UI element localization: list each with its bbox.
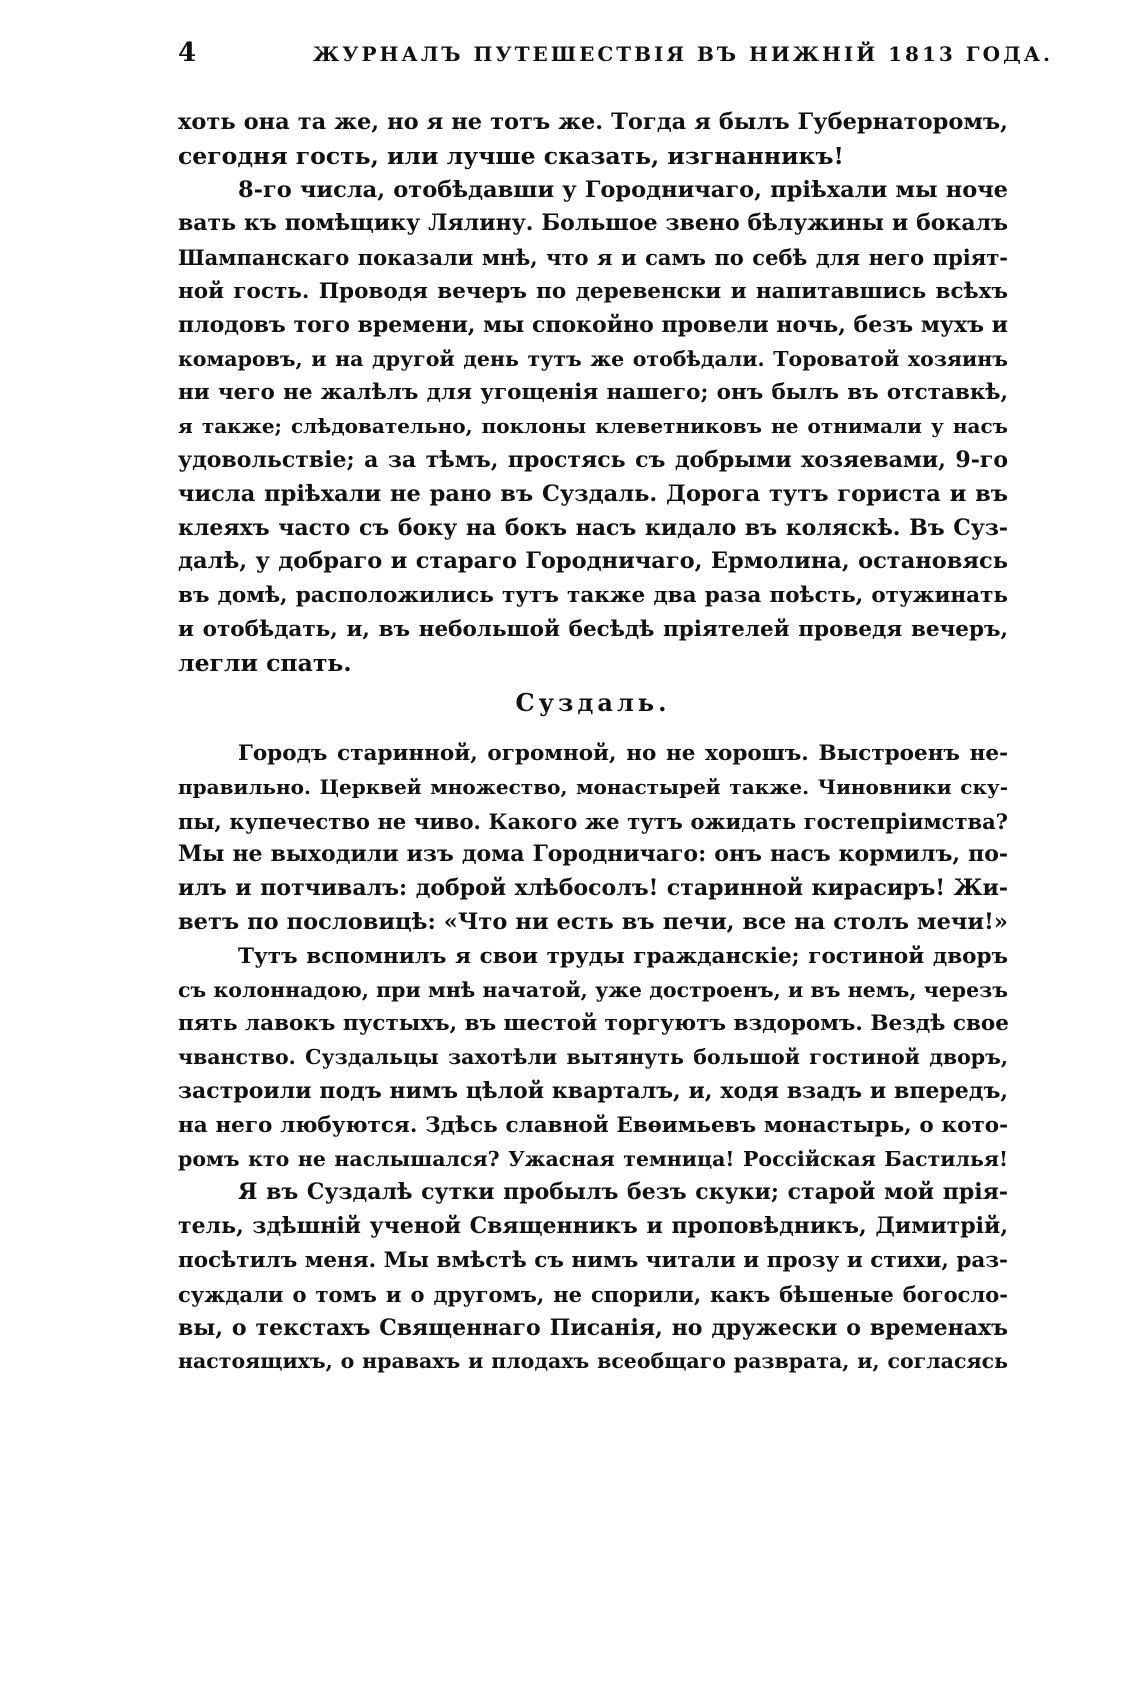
- text-line: легли спать.: [178, 648, 352, 677]
- text-line: хоть она та же, но я не тотъ же. Тогда я былъ Губернаторомъ,: [178, 109, 1008, 135]
- text-line: комаровъ, и на другой день тутъ же отобѣдали. Тороватой хозяинъ: [178, 346, 1008, 371]
- text-line: Мы не выходили изъ дома Городничаго: онъ насъ кормилъ, по-: [178, 841, 1008, 868]
- text-line: илъ и потчивалъ: доброй хлѣбосолъ! старинной кирасиръ! Жи-: [178, 875, 1008, 902]
- text-line: правильно. Церквей множество, монастырей также. Чиновники ску-: [178, 774, 1008, 799]
- body-text-before-heading: [178, 106, 1008, 681]
- text-line: сегодня гость, или лучше сказать, изгнанникъ!: [178, 141, 844, 170]
- text-line: клеяхъ часто съ боку на бокъ насъ кидало въ коляскѣ. Въ Суз-: [178, 514, 1008, 541]
- text-line: съ колоннадою, при мнѣ начатой, уже достроенъ, и въ немъ, черезъ: [178, 977, 1008, 1002]
- text-line: ной гость. Проводя вечеръ по деревенски и напитавшись всѣхъ: [178, 278, 1008, 304]
- text-line: Тутъ вспомнилъ я свои труды гражданскіе; гостиной дворъ: [238, 943, 1008, 969]
- section-heading: Суздаль.: [515, 688, 671, 717]
- body-text-after-heading: [178, 737, 1008, 1379]
- text-line: пы, купечество не чиво. Какого же тутъ ожидать гостепріимства?: [178, 808, 1008, 834]
- text-line: и отобѣдать, и, въ небольшой бесѣдѣ пріятелей проведя вечеръ,: [178, 616, 1008, 642]
- text-line: ни чего не жалѣлъ для угощенія нашего; онъ былъ въ отставкѣ,: [178, 380, 1008, 406]
- text-line: суждали о томъ и о другомъ, не спорили, какъ бѣшеные богосло-: [178, 1281, 1008, 1307]
- running-head: [178, 38, 1054, 74]
- text-line: тель, здѣшній ученой Священникъ и проповѣдникъ, Димитрій,: [178, 1213, 1008, 1240]
- text-line: вать къ помѣщику Лялину. Большое звено бѣлужины и бокалъ: [178, 210, 1008, 237]
- text-line: настоящихъ, о нравахъ и плодахъ всеобщаго разврата, и, согласясь: [178, 1349, 1008, 1374]
- text-line: на него любуются. Здѣсь славной Евѳимьевъ монастырь, о кото-: [178, 1112, 1008, 1138]
- text-line: вы, о текстахъ Священнаго Писанія, но дружески о временахъ: [178, 1314, 1008, 1341]
- text-line: въ домѣ, расположились тутъ также два раза поѣсть, отужинать: [178, 583, 1008, 609]
- text-line: я также; слѣдовательно, поклоны клеветниковъ не отнимали у насъ: [178, 414, 1008, 439]
- page-number: 4: [178, 38, 197, 68]
- text-line: удовольствіе; а за тѣмъ, простясь съ добрыми хозяевами, 9-го: [178, 446, 1008, 473]
- text-line: Я въ Суздалѣ сутки пробылъ безъ скуки; старой мой прія-: [238, 1179, 1008, 1206]
- text-line: ромъ кто не наслышался? Ужасная темница! Россійская Бастилья!: [178, 1146, 1008, 1171]
- text-line: числа пріѣхали не рано въ Суздаль. Дорога тутъ гориста и въ: [178, 480, 1008, 507]
- text-line: 8-го числа, отобѣдавши у Городничаго, пріѣхали мы ноче: [238, 176, 1008, 203]
- text-line: чванство. Суздальцы захотѣли вытянуть большой гостиной дворъ,: [178, 1045, 1008, 1070]
- text-line: пять лавокъ пустыхъ, въ шестой торгуютъ вздоромъ. Вездѣ свое: [178, 1011, 1009, 1037]
- text-line: далѣ, у добраго и стараго Городничаго, Ермолина, остановясь: [178, 548, 1008, 575]
- text-line: ветъ по пословицѣ: «Что ни есть въ печи, все на столъ мечи!»: [178, 908, 1008, 935]
- running-title: ЖУРНАЛЪ ПУТЕШЕСТВІЯ ВЪ НИЖНІЙ 1813 ГОДА.: [313, 42, 1054, 66]
- text-line: посѣтилъ меня. Мы вмѣстѣ съ нимъ читали и прозу и стихи, раз-: [178, 1247, 1008, 1273]
- text-line: Шампанскаго показали мнѣ, что я и самъ по себѣ для него пріят-: [178, 245, 1008, 271]
- text-line: Городъ старинной, огромной, но не хорошъ. Выстроенъ не-: [238, 741, 1008, 766]
- text-line: плодовъ того времени, мы спокойно провели ночь, безъ мухъ и: [178, 311, 1008, 338]
- text-line: застроили подъ нимъ цѣлой кварталъ, и, ходя взадъ и впередъ,: [178, 1077, 1008, 1104]
